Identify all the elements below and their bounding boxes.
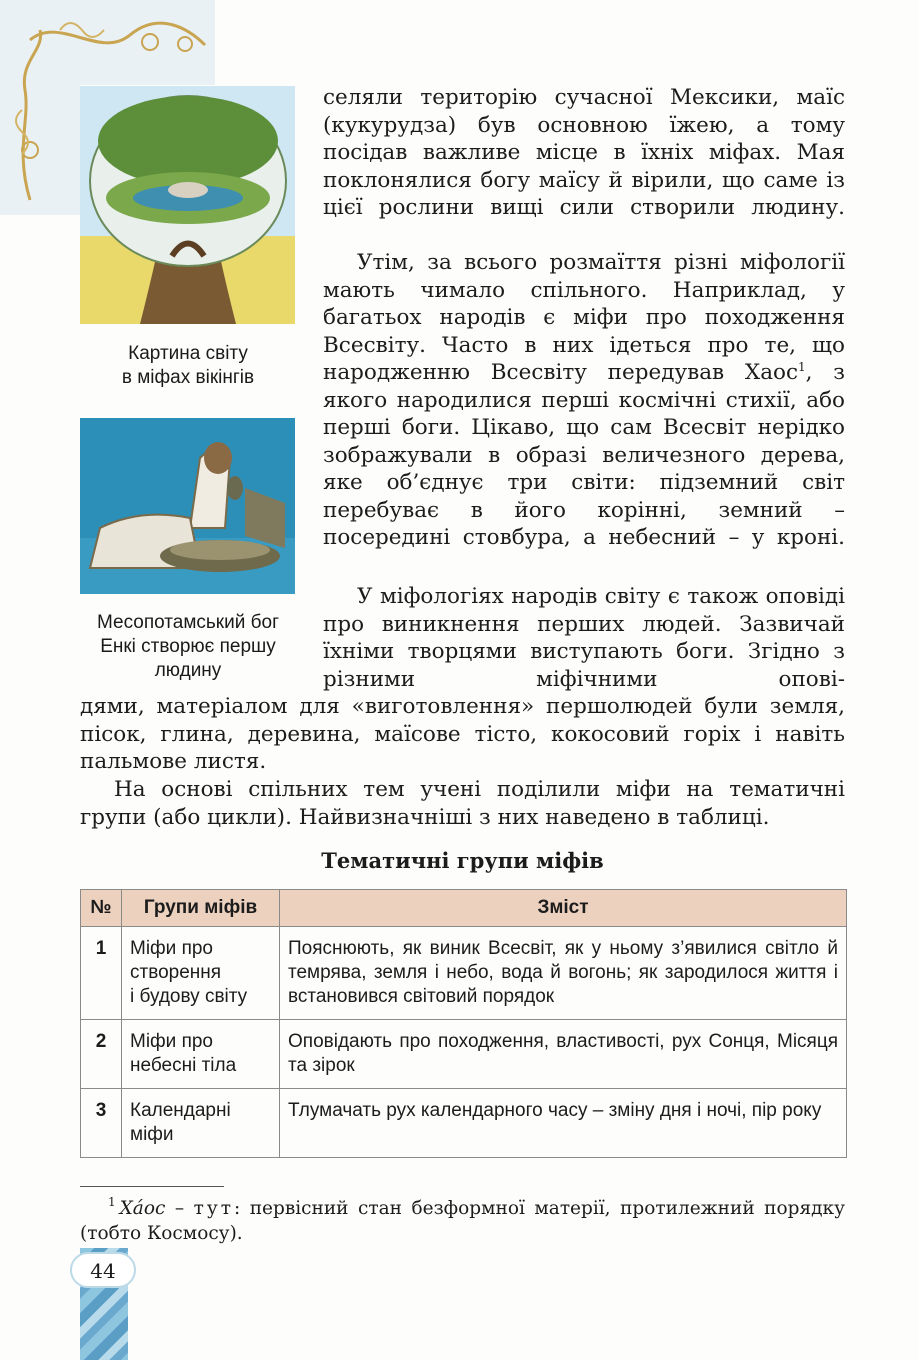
paragraph-first-people-cont: дями, матеріалом для «виготовлення» першолюдей були земля, пісок, глина, деревина, маїсове тісто, кокосовий горіх і навіть пальмове листя. (80, 694, 845, 774)
table-header-row (81, 890, 847, 927)
footnote: $^1$ Хáос – тут: первісний стан безформної матерії, протилежний порядку (тобто Космосу). (80, 1195, 845, 1244)
header-content: Зміст (280, 890, 847, 927)
header-groups: Групи міфів (122, 890, 280, 927)
footnote-divider (80, 1186, 224, 1187)
paragraph-maya: селяли територію сучасної Мексики, маїс (кукурудза) був основною їжею, а тому посідав важливе місце в їхніх міфах. Мая поклонялися богу маїсу й вірили, що саме із цієї рослини вищі сили створили людину. (323, 85, 845, 220)
figure-caption-vikings: Картина світу в міфах вікінгів (121, 343, 255, 388)
myth-groups-table (80, 889, 847, 1158)
paragraph-common-myths: Утім, за всього розмаїття різні міфології мають чимало спільного. Наприклад, у багатьох народів є міфи про походження Всесвіту. Часто в них ідеться про те, що народженню Всесвіту передував Хаос$^1$, з якого народилися перші космічні стихії, або перші боги. Цікаво, що сам Всесвіт нерідко зображували в образі величезного дерева, яке об’єднує три світи: підземний світ перебуває в його корінні, земний – посередині стовбура, а небесний – у кроні. (323, 250, 845, 550)
paragraph-first-people: У міфологіях народів світу є також оповіді про виникнення перших людей. Зазвичай їхніми творцями виступають боги. Згідно з різними міфічними опові- (323, 584, 845, 692)
enki-creates-man-image (80, 418, 295, 594)
vikings-world-tree-image (80, 86, 295, 324)
header-number: № (81, 890, 122, 927)
page-number: 44 (70, 1252, 136, 1288)
table-row: 2 Міфи про небесні тіла Оповідають про походження, властивості, рух Сонця, Місяця та зірок (81, 1020, 847, 1089)
table-row: 3 Календарні міфи Тлумачать рух календарного часу – зміну дня і ночі, пір року (81, 1089, 847, 1158)
footnote-ref[interactable]: 1 (798, 359, 806, 374)
figure-caption-enki: Месопотамський бог Енкі створює першу людину (96, 612, 280, 681)
paragraph-table-intro: На основі спільних тем учені поділили міфи на тематичні групи (або цикли). Найвизначніші з них наведено в таблиці. (80, 777, 845, 830)
table-title: Тематичні групи міфів (321, 848, 604, 873)
table-row: 1 Міфи про створення і будову світу Пояснюють, як виник Всесвіт, як у ньому з’явилися світло й темрява, земля і небо, вода й вогонь; як зародилося життя і встановився світовий порядок (81, 927, 847, 1020)
